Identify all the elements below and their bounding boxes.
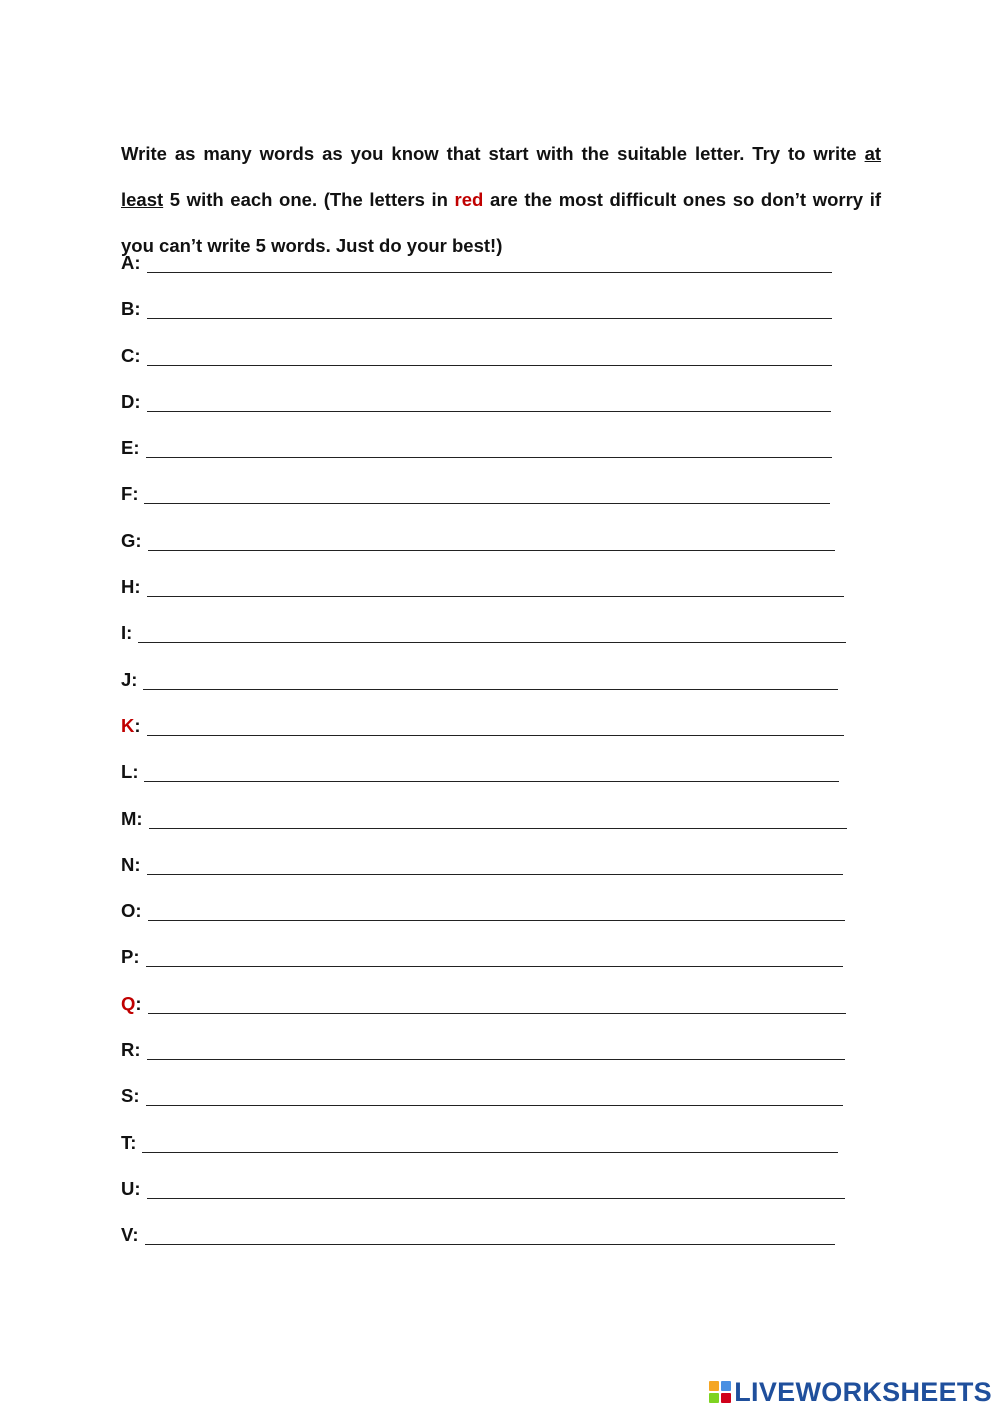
answer-line[interactable] <box>147 1178 845 1199</box>
instructions-paragraph <box>121 131 881 269</box>
row-label <box>121 1224 145 1246</box>
instructions-red-word: red <box>454 188 484 210</box>
row-letter: U <box>121 1177 135 1199</box>
instructions-text-1: Write as many words as you know that start with the suitable letter. Try to write <box>121 142 857 164</box>
row-label <box>121 1039 147 1061</box>
instructions-text-3: are the most difficult ones so don’t worry if you can’t write 5 words. Just do your best!) <box>121 188 881 256</box>
row-label <box>121 1178 147 1200</box>
row-label <box>121 298 147 320</box>
answer-row-e <box>121 437 881 483</box>
brand-footer <box>709 1377 992 1407</box>
answer-row-b <box>121 298 881 344</box>
row-letter: D <box>121 390 135 412</box>
row-colon: : <box>134 1177 141 1199</box>
row-colon: : <box>134 252 141 273</box>
answer-line[interactable] <box>147 298 832 319</box>
answer-line[interactable] <box>146 1085 843 1106</box>
answer-row-u <box>121 1178 881 1224</box>
row-label <box>121 530 148 552</box>
row-label <box>121 761 144 783</box>
row-colon: : <box>133 1085 140 1107</box>
row-label <box>121 252 147 274</box>
answer-line[interactable] <box>147 252 832 273</box>
row-colon: : <box>133 946 140 968</box>
row-label <box>121 854 147 876</box>
answer-line[interactable] <box>144 761 839 782</box>
row-letter: P <box>121 946 134 968</box>
row-colon: : <box>126 622 133 644</box>
row-letter: H <box>121 576 135 598</box>
row-letter: F <box>121 483 133 505</box>
answer-row-f <box>121 483 881 529</box>
row-label <box>121 946 146 968</box>
row-colon: : <box>136 807 143 829</box>
row-colon: : <box>135 529 142 551</box>
row-label <box>121 900 148 922</box>
row-label <box>121 622 138 644</box>
row-letter: K <box>121 714 135 736</box>
answer-row-h <box>121 576 881 622</box>
row-label <box>121 669 143 691</box>
answer-row-a <box>121 252 881 298</box>
answer-line[interactable] <box>147 345 832 366</box>
row-letter: E <box>121 437 134 459</box>
brand-wordmark: LIVEWORKSHEETS <box>734 1376 992 1407</box>
row-letter: L <box>121 761 133 783</box>
row-label <box>121 576 147 598</box>
row-label <box>121 345 147 367</box>
answer-row-o <box>121 900 881 946</box>
row-label <box>121 1085 146 1107</box>
answer-row-k <box>121 715 881 761</box>
answer-line[interactable] <box>147 391 831 412</box>
row-label <box>121 437 146 459</box>
row-label <box>121 1132 142 1154</box>
letter-rows <box>121 252 881 1271</box>
answer-row-d <box>121 391 881 437</box>
answer-line[interactable] <box>148 900 845 921</box>
row-letter: A <box>121 252 135 273</box>
row-label <box>121 391 147 413</box>
row-label <box>121 715 147 737</box>
row-letter: Q <box>121 992 136 1014</box>
answer-line[interactable] <box>143 669 838 690</box>
answer-row-v <box>121 1224 881 1270</box>
answer-row-n <box>121 854 881 900</box>
answer-row-q <box>121 993 881 1039</box>
answer-line[interactable] <box>138 622 846 643</box>
row-letter: C <box>121 344 135 366</box>
row-colon: : <box>134 853 141 875</box>
row-colon: : <box>132 1224 139 1246</box>
answer-line[interactable] <box>145 1224 835 1245</box>
answer-row-t <box>121 1132 881 1178</box>
answer-line[interactable] <box>148 530 835 551</box>
row-label <box>121 483 144 505</box>
answer-row-c <box>121 345 881 391</box>
row-letter: I <box>121 622 127 644</box>
answer-line[interactable] <box>147 1039 845 1060</box>
row-colon: : <box>131 668 138 690</box>
row-colon: : <box>133 437 140 459</box>
row-letter: O <box>121 900 136 922</box>
row-letter: G <box>121 529 136 551</box>
row-letter: S <box>121 1085 134 1107</box>
row-letter: V <box>121 1224 133 1246</box>
answer-row-m <box>121 808 881 854</box>
answer-row-g <box>121 530 881 576</box>
row-letter: T <box>121 1131 131 1153</box>
row-letter: B <box>121 298 135 320</box>
row-letter: N <box>121 853 135 875</box>
row-colon: : <box>132 483 139 505</box>
row-colon: : <box>134 1039 141 1061</box>
row-letter: J <box>121 668 132 690</box>
answer-line[interactable] <box>146 946 843 967</box>
answer-line[interactable] <box>147 854 843 875</box>
row-colon: : <box>134 298 141 320</box>
answer-row-j <box>121 669 881 715</box>
row-colon: : <box>135 900 142 922</box>
row-colon: : <box>130 1131 137 1153</box>
row-colon: : <box>134 576 141 598</box>
answer-line[interactable] <box>144 483 830 504</box>
answer-line[interactable] <box>147 576 844 597</box>
row-colon: : <box>134 344 141 366</box>
answer-row-l <box>121 761 881 807</box>
answer-row-r <box>121 1039 881 1085</box>
row-colon: : <box>134 714 141 736</box>
row-label <box>121 993 148 1015</box>
answer-line[interactable] <box>148 993 846 1014</box>
answer-row-i <box>121 622 881 668</box>
row-label <box>121 808 149 830</box>
answer-line[interactable] <box>146 437 832 458</box>
row-letter: M <box>121 807 137 829</box>
instructions-underlined-text: at least <box>121 142 882 210</box>
instructions-text-2: 5 with each one. (The letters in <box>163 188 455 210</box>
row-colon: : <box>135 992 142 1014</box>
answer-line[interactable] <box>142 1132 838 1153</box>
liveworksheets-logo-icon <box>709 1381 731 1403</box>
row-colon: : <box>134 390 141 412</box>
answer-line[interactable] <box>149 808 847 829</box>
row-letter: R <box>121 1039 135 1061</box>
answer-row-s <box>121 1085 881 1131</box>
answer-line[interactable] <box>147 715 844 736</box>
row-colon: : <box>132 761 139 783</box>
answer-row-p <box>121 946 881 992</box>
